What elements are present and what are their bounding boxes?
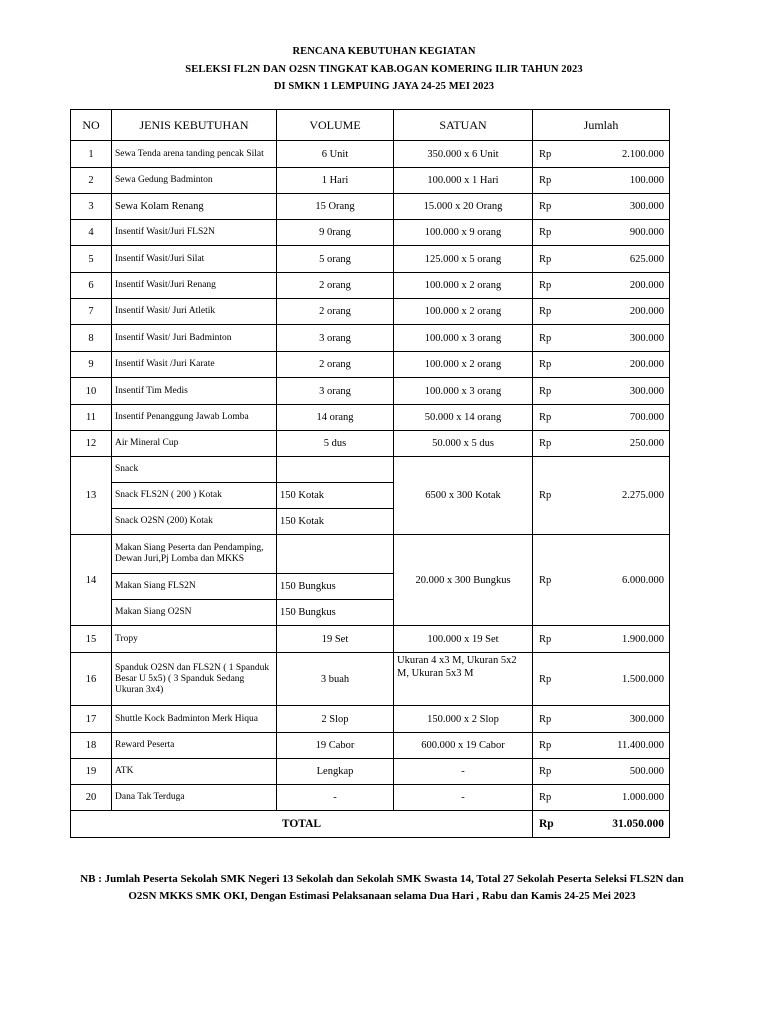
- row-volume: -: [277, 785, 394, 811]
- row-no: 11: [71, 405, 112, 431]
- currency: Rp: [539, 148, 552, 160]
- row-jumlah: [533, 457, 670, 535]
- total-label: TOTAL: [71, 811, 533, 838]
- row-volume: 19 Cabor: [277, 733, 394, 759]
- amount: 200.000: [629, 359, 664, 370]
- table-row: [71, 405, 670, 431]
- header-jenis: JENIS KEBUTUHAN: [112, 110, 277, 141]
- row-volume: 2 Slop: [277, 706, 394, 733]
- amount: 300.000: [629, 201, 664, 212]
- row-jumlah: [533, 785, 670, 811]
- row-volume: 150 Kotak: [277, 509, 394, 535]
- row-jumlah: [533, 653, 670, 706]
- currency: Rp: [539, 385, 552, 397]
- row-satuan: 100.000 x 2 orang: [394, 299, 533, 325]
- row-no: 16: [71, 653, 112, 706]
- row-volume: 2 orang: [277, 273, 394, 299]
- currency: Rp: [539, 332, 552, 344]
- row-jumlah: [533, 706, 670, 733]
- row-satuan: -: [394, 785, 533, 811]
- row-volume: 15 Orang: [277, 194, 394, 220]
- currency: Rp: [539, 438, 552, 449]
- amount: 625.000: [629, 253, 664, 265]
- amount: 1.000.000: [622, 792, 664, 803]
- row-no: 8: [71, 325, 112, 352]
- row-no: 9: [71, 352, 112, 378]
- row-jenis: Reward Peserta: [112, 733, 277, 759]
- amount: 2.100.000: [622, 148, 664, 160]
- currency: Rp: [539, 359, 552, 370]
- row-no: 6: [71, 273, 112, 299]
- currency: Rp: [539, 175, 552, 186]
- row-volume: 3 orang: [277, 378, 394, 405]
- table-row: [71, 246, 670, 273]
- row-jenis: Insentif Wasit/Juri Silat: [112, 246, 277, 273]
- row-jenis: Air Mineral Cup: [112, 431, 277, 457]
- row-no: 20: [71, 785, 112, 811]
- row-no: 14: [71, 535, 112, 626]
- row-no: 4: [71, 220, 112, 246]
- row-no: 1: [71, 141, 112, 168]
- row-satuan: 50.000 x 14 orang: [394, 405, 533, 431]
- row-volume: 3 orang: [277, 325, 394, 352]
- row-no: 19: [71, 759, 112, 785]
- row-volume: 1 Hari: [277, 168, 394, 194]
- row-satuan: 100.000 x 1 Hari: [394, 168, 533, 194]
- row-satuan: Ukuran 4 x3 M, Ukuran 5x2 M, Ukuran 5x3 M: [394, 653, 533, 706]
- row-satuan: 100.000 x 9 orang: [394, 220, 533, 246]
- row-jenis: Spanduk O2SN dan FLS2N ( 1 Spanduk Besar U 5x5) ( 3 Spanduk Sedang Ukuran 3x4): [112, 653, 277, 706]
- row-jenis: Snack O2SN (200) Kotak: [112, 509, 277, 535]
- table-row: [71, 299, 670, 325]
- row-jenis: Insentif Wasit/ Juri Badminton: [112, 325, 277, 352]
- row-volume: 150 Kotak: [277, 483, 394, 509]
- row-jenis: Tropy: [112, 626, 277, 653]
- row-volume: 19 Set: [277, 626, 394, 653]
- table-row: [71, 273, 670, 299]
- row-volume: 150 Bungkus: [277, 600, 394, 626]
- doc-title: RENCANA KEBUTUHAN KEGIATAN: [292, 46, 476, 57]
- currency: Rp: [539, 766, 552, 777]
- row-no: 15: [71, 626, 112, 653]
- row-no: 17: [71, 706, 112, 733]
- row-no: 7: [71, 299, 112, 325]
- row-satuan: 20.000 x 300 Bungkus: [394, 535, 533, 626]
- row-jenis: Insentif Wasit/Juri Renang: [112, 273, 277, 299]
- row-jenis: Insentif Wasit/ Juri Atletik: [112, 299, 277, 325]
- currency: Rp: [539, 574, 552, 586]
- row-volume: Lengkap: [277, 759, 394, 785]
- row-no: 2: [71, 168, 112, 194]
- amount: 200.000: [629, 280, 664, 291]
- row-satuan: 600.000 x 19 Cabor: [394, 733, 533, 759]
- doc-subtitle: SELEKSI FL2N DAN O2SN TINGKAT KAB.OGAN KOMERING ILIR TAHUN 2023: [185, 64, 583, 75]
- table-row: [71, 759, 670, 785]
- row-jumlah: [533, 759, 670, 785]
- row-satuan: 125.000 x 5 orang: [394, 246, 533, 273]
- row-jenis: Snack: [112, 457, 277, 483]
- amount: 300.000: [629, 385, 664, 397]
- total-currency: Rp: [539, 818, 554, 830]
- table-row: [71, 706, 670, 733]
- row-volume: 5 orang: [277, 246, 394, 273]
- table-row: [71, 194, 670, 220]
- row-jumlah: [533, 194, 670, 220]
- row-jenis: Makan Siang FLS2N: [112, 574, 277, 600]
- amount: 2.275.000: [622, 490, 664, 501]
- row-satuan: 6500 x 300 Kotak: [394, 457, 533, 535]
- currency: Rp: [539, 253, 552, 265]
- currency: Rp: [539, 490, 552, 501]
- row-volume: 2 orang: [277, 352, 394, 378]
- row-jumlah: [533, 246, 670, 273]
- currency: Rp: [539, 792, 552, 803]
- table-row: [71, 785, 670, 811]
- row-satuan: 15.000 x 20 Orang: [394, 194, 533, 220]
- budget-table: [70, 109, 670, 838]
- table-header-row: [71, 110, 670, 141]
- row-jenis: Dana Tak Terduga: [112, 785, 277, 811]
- table-row: [71, 352, 670, 378]
- row-volume: 150 Bungkus: [277, 574, 394, 600]
- row-volume: [277, 535, 394, 574]
- amount: 11.400.000: [617, 740, 664, 751]
- row-jenis: Makan Siang Peserta dan Pendamping, Dewan Juri,Pj Lomba dan MKKS: [112, 535, 277, 574]
- currency: Rp: [539, 227, 552, 238]
- row-jumlah: [533, 299, 670, 325]
- row-jenis: ATK: [112, 759, 277, 785]
- row-jumlah: [533, 352, 670, 378]
- row-volume: 14 orang: [277, 405, 394, 431]
- table-row: [71, 168, 670, 194]
- row-jumlah: [533, 168, 670, 194]
- currency: Rp: [539, 673, 552, 685]
- amount: 200.000: [629, 306, 664, 317]
- row-satuan: 100.000 x 3 orang: [394, 325, 533, 352]
- row-jumlah: [533, 141, 670, 168]
- table-row: [71, 220, 670, 246]
- row-jumlah: [533, 378, 670, 405]
- row-satuan: -: [394, 759, 533, 785]
- row-no: 18: [71, 733, 112, 759]
- row-satuan: 350.000 x 6 Unit: [394, 141, 533, 168]
- currency: Rp: [539, 713, 552, 725]
- amount: 6.000.000: [622, 574, 664, 586]
- table-row: [71, 733, 670, 759]
- row-volume: 3 buah: [277, 653, 394, 706]
- row-no: 5: [71, 246, 112, 273]
- row-no: 10: [71, 378, 112, 405]
- row-satuan: 100.000 x 2 orang: [394, 273, 533, 299]
- amount: 1.900.000: [622, 633, 664, 645]
- row-no: 12: [71, 431, 112, 457]
- table-row: [71, 431, 670, 457]
- row-jenis: Insentif Tim Medis: [112, 378, 277, 405]
- header-volume: VOLUME: [277, 110, 394, 141]
- table-row: [71, 535, 670, 574]
- amount: 500.000: [629, 766, 664, 777]
- row-jenis: Insentif Wasit /Juri Karate: [112, 352, 277, 378]
- row-satuan: 150.000 x 2 Slop: [394, 706, 533, 733]
- table-row: [71, 141, 670, 168]
- doc-location: DI SMKN 1 LEMPUING JAYA 24-25 MEI 2023: [273, 81, 495, 92]
- row-volume: [277, 457, 394, 483]
- row-jenis: Sewa Gedung Badminton: [112, 168, 277, 194]
- row-jumlah: [533, 535, 670, 626]
- row-jumlah: [533, 405, 670, 431]
- amount: 300.000: [629, 332, 664, 344]
- row-jumlah: [533, 273, 670, 299]
- amount: 100.000: [629, 175, 664, 186]
- row-satuan: 100.000 x 19 Set: [394, 626, 533, 653]
- row-jenis: Sewa Tenda arena tanding pencak Silat: [112, 141, 277, 168]
- header-satuan: SATUAN: [394, 110, 533, 141]
- table-row: [71, 325, 670, 352]
- row-volume: 5 dus: [277, 431, 394, 457]
- row-volume: 6 Unit: [277, 141, 394, 168]
- row-jenis: Makan Siang O2SN: [112, 600, 277, 626]
- row-satuan: 50.000 x 5 dus: [394, 431, 533, 457]
- row-jumlah: [533, 220, 670, 246]
- row-jumlah: [533, 626, 670, 653]
- table-row: [71, 378, 670, 405]
- row-volume: 9 0rang: [277, 220, 394, 246]
- table-row: [71, 626, 670, 653]
- row-jenis: Sewa Kolam Renang: [112, 194, 277, 220]
- row-jenis: Insentif Penanggung Jawab Lomba: [112, 405, 277, 431]
- amount: 900.000: [629, 227, 664, 238]
- row-jenis: Shuttle Kock Badminton Merk Hiqua: [112, 706, 277, 733]
- row-volume: 2 orang: [277, 299, 394, 325]
- table-row: [71, 653, 670, 706]
- row-no: 3: [71, 194, 112, 220]
- currency: Rp: [539, 412, 552, 423]
- amount: 300.000: [629, 713, 664, 725]
- currency: Rp: [539, 306, 552, 317]
- table-row: [71, 457, 670, 483]
- row-jumlah: [533, 733, 670, 759]
- currency: Rp: [539, 280, 552, 291]
- currency: Rp: [539, 201, 552, 212]
- amount: 250.000: [629, 438, 664, 449]
- total-amount-cell: [533, 811, 670, 838]
- row-jumlah: [533, 325, 670, 352]
- row-jenis: Snack FLS2N ( 200 ) Kotak: [112, 483, 277, 509]
- currency: Rp: [539, 740, 552, 751]
- total-amount: 31.050.000: [612, 818, 664, 830]
- header-no: NO: [71, 110, 112, 141]
- total-row: [71, 811, 670, 838]
- row-no: 13: [71, 457, 112, 535]
- header-jumlah: Jumlah: [533, 110, 670, 141]
- row-satuan: 100.000 x 3 orang: [394, 378, 533, 405]
- footnote: NB : Jumlah Peserta Sekolah SMK Negeri 13 Sekolah dan Sekolah SMK Swasta 14, Total 27 Sekolah Peserta Seleksi FLS2N dan O2SN MKKS SMK OKI, Dengan Estimasi Pelaksanaan selama Dua Hari , Rabu dan Kamis 24-25 Mei 2023: [80, 873, 684, 902]
- row-satuan: 100.000 x 2 orang: [394, 352, 533, 378]
- amount: 700.000: [629, 412, 664, 423]
- currency: Rp: [539, 633, 552, 645]
- row-jenis: Insentif Wasit/Juri FLS2N: [112, 220, 277, 246]
- row-jumlah: [533, 431, 670, 457]
- amount: 1.500.000: [622, 673, 664, 685]
